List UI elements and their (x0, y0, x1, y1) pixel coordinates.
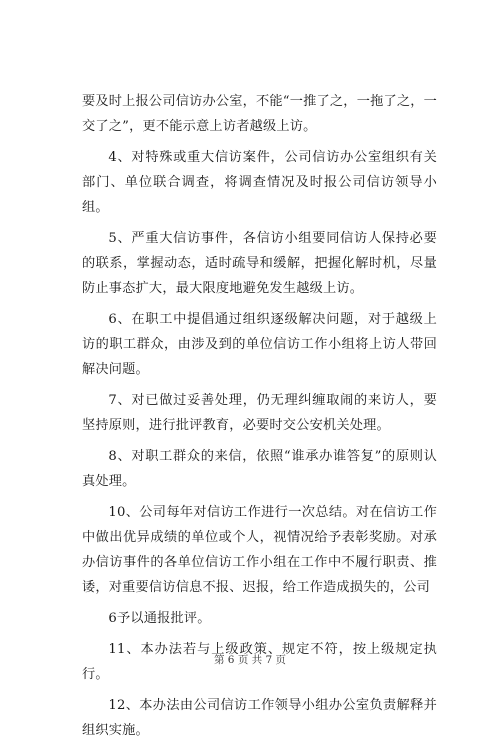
paragraph-item-10-tail: 6予以通报批评。 (108, 611, 211, 626)
paragraph-item-7: 7、对已做过妥善处理，仍无理纠缠取闹的来访人，要坚持原则，进行批评教育，必要时交公安机关处理。 (82, 393, 437, 433)
paragraph-item-11: 11、本办法若与上级政策、规定不符，按上级规定执行。 (82, 642, 437, 682)
paragraph-item-5: 5、严重大信访事件，各信访小组要同信访人保持必要的联系，掌握动态，适时疏导和缓解，把握化解时机，尽量防止事态扩大，最大限度地避免发生越级上访。 (82, 231, 437, 296)
paragraph-item-12: 12、本办法由公司信访工作领导小组办公室负责解释并组织实施。 (82, 698, 437, 738)
document-body (82, 89, 437, 743)
paragraph-item-10: 10、公司每年对信访工作进行一次总结。对在信访工作中做出优异成绩的单位或个人，视情况给予表彰奖励。对承办信访事件的各单位信访工作小组在工作中不履行职责、推诿，对重要信访信息不报、迟报，给工作造成损失的，公司 (82, 505, 437, 595)
paragraph-item-6: 6、在职工中提倡通过组织逐级解决问题，对于越级上访的职工群众，由涉及到的单位信访工作小组将上访人带回解决问题。 (82, 312, 437, 377)
paragraph-item-4: 4、对特殊或重大信访案件，公司信访办公室组织有关部门、单位联合调查，将调查情况及时报公司信访领导小组。 (82, 150, 437, 215)
paragraph-continuation: 要及时上报公司信访办公室，不能“一推了之，一拖了之，一交了之”，更不能示意上访者越级上访。 (82, 94, 438, 134)
page-number-footer: 第 6 页 共 7 页 (213, 654, 287, 666)
paragraph-item-8: 8、对职工群众的来信，依照“谁承办谁答复”的原则认真处理。 (82, 449, 437, 489)
